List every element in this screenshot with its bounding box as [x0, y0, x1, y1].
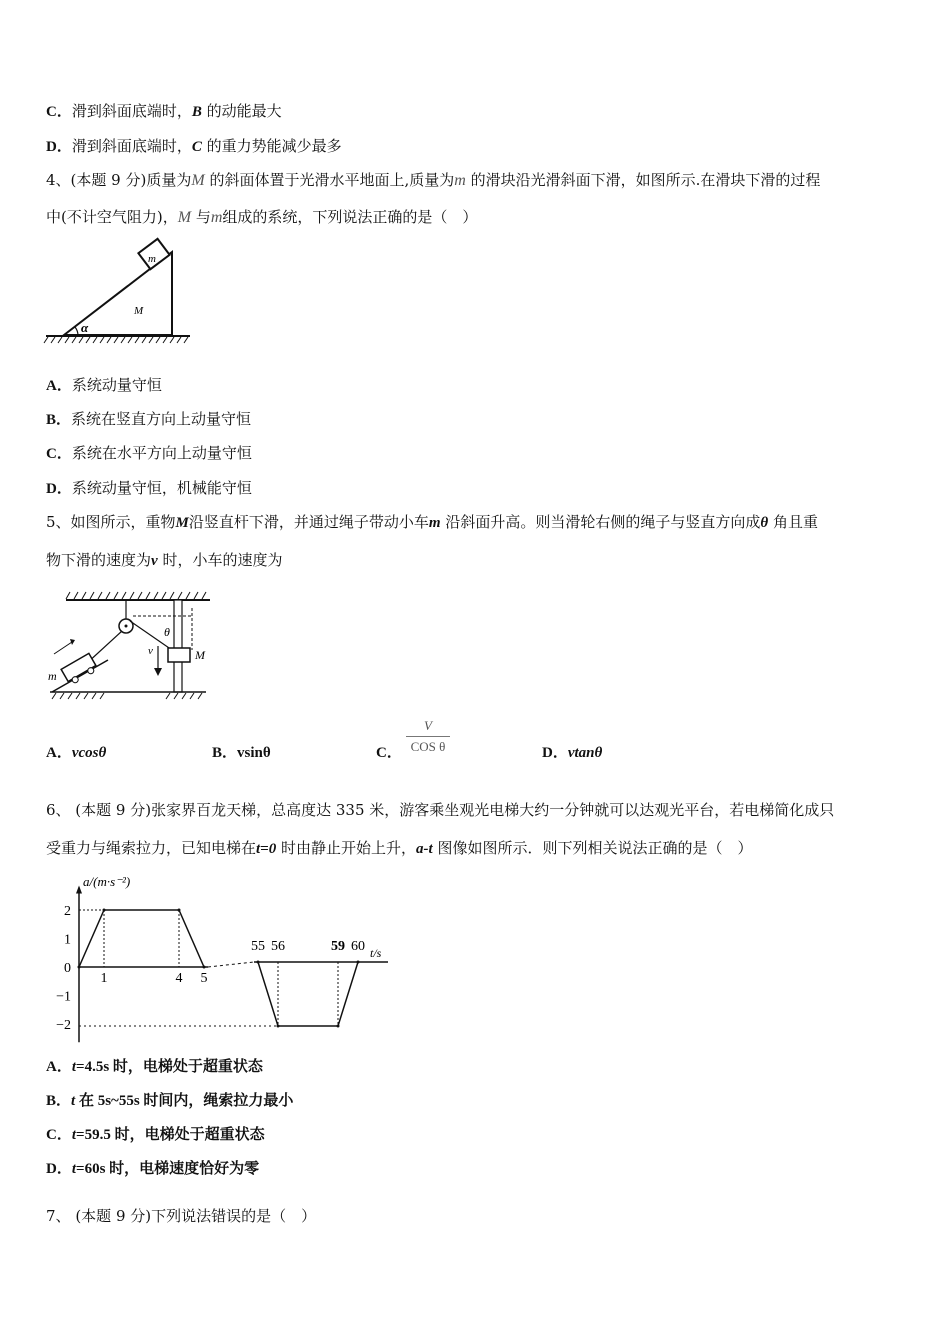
q5-stem-line2: 物下滑的速度为v 时，小车的速度为	[46, 551, 283, 569]
angle-alpha-label: α	[81, 320, 89, 335]
x-tick-label: 1	[100, 971, 108, 986]
q5-option-c-fraction: V COS θ	[406, 718, 450, 755]
weight-M-label: M	[195, 648, 205, 662]
q3-option-c: C．滑到斜面底端时，B 的动能最大	[46, 102, 282, 120]
q5-stem-line1: 5、如图所示，重物M沿竖直杆下滑，并通过绳子带动小车m 沿斜面升高。则当滑轮右侧的绳子与竖直方向成θ 角且重	[46, 513, 818, 531]
data-point	[257, 961, 260, 964]
y-tick-label: −1	[56, 989, 71, 1005]
ground-hatch	[44, 337, 188, 343]
cart-arrowhead	[70, 639, 75, 645]
q3-option-d: D．滑到斜面底端时，C 的重力势能减少最多	[46, 137, 342, 155]
q4-option-d: D．系统动量守恒，机械能守恒	[46, 479, 252, 497]
series-segment	[258, 962, 278, 1026]
q6-option-d: D．t=60s 时，电梯速度恰好为零	[46, 1161, 260, 1177]
block-m-label: m	[148, 253, 156, 265]
data-point	[357, 961, 360, 964]
cart-arrow	[54, 642, 72, 654]
y-tick-label: 1	[64, 932, 71, 948]
pulley-axle	[125, 625, 128, 628]
q6-option-a: A．t=4.5s 时，电梯处于超重状态	[46, 1059, 263, 1075]
q4-stem-line2: 中(不计空气阻力)，M 与m组成的系统，下列说法正确的是（ ）	[46, 208, 478, 226]
q6-stem-line1: 6、 (本题 9 分)张家界百龙天梯，总高度达 335 米，游客乘坐观光电梯大约一分钟就可以达观光平台，若电梯简化成只	[46, 801, 835, 819]
x-axis-break	[208, 962, 254, 967]
series-segment	[179, 910, 204, 967]
x-tick-label: 59	[331, 939, 345, 954]
q6-stem-line2: 受重力与绳索拉力，已知电梯在t=0 时由静止开始上升，a-t 图像如图所示．则下列相关说法正确的是（ ）	[46, 839, 753, 857]
x-axis-label: t/s	[370, 946, 382, 960]
x-tick-label: 60	[351, 939, 365, 954]
x-tick-label: 4	[175, 971, 183, 986]
y-axis-arrowhead	[76, 886, 82, 894]
floor-hatch	[52, 693, 202, 699]
q6-option-c: C．t=59.5 时，电梯处于超重状态	[46, 1127, 265, 1143]
y-tick-label: 0	[64, 961, 71, 976]
theta-label: θ	[164, 625, 170, 639]
x-tick-label: 55	[251, 939, 265, 954]
q5-option-d: D．vtanθ	[542, 745, 603, 761]
q4-option-b: B．系统在竖直方向上动量守恒	[46, 410, 252, 428]
q4-option-a: A．系统动量守恒	[46, 376, 162, 394]
q4-option-c: C．系统在水平方向上动量守恒	[46, 444, 252, 462]
data-point	[203, 966, 206, 969]
angle-arc	[75, 327, 78, 335]
q6-option-b: B．t 在 5s~55s 时间内，绳索拉力最小	[46, 1093, 294, 1109]
velocity-v-label: v	[148, 645, 153, 657]
incline-M-label: M	[134, 305, 144, 317]
vertical-rod	[174, 600, 182, 692]
q5-option-a: A．vcosθ	[46, 745, 107, 761]
y-axis-label: a/(m·s⁻²)	[83, 874, 131, 889]
q5-pulley-figure	[44, 588, 214, 703]
q4-incline-figure	[44, 238, 194, 346]
x-tick-label: 56	[271, 939, 285, 954]
y-tick-label: 2	[64, 904, 71, 919]
q5-option-c: C．	[376, 745, 402, 761]
ceiling-hatch	[66, 592, 206, 599]
series-segment	[338, 962, 358, 1026]
q5-option-b: B．vsinθ	[212, 745, 271, 761]
cart-m-label: m	[48, 669, 57, 683]
series-segment	[79, 910, 104, 967]
q6-at-chart	[44, 870, 414, 1040]
y-tick-label: −2	[56, 1018, 71, 1033]
velocity-arrowhead	[154, 668, 162, 676]
data-point	[78, 966, 81, 969]
q7-stem: 7、 (本题 9 分)下列说法错误的是（ ）	[46, 1207, 317, 1225]
x-tick-label: 5	[200, 971, 208, 986]
weight-block-M	[168, 648, 190, 662]
q4-stem-line1: 4、(本题 9 分)质量为M 的斜面体置于光滑水平地面上,质量为m 的滑块沿光滑斜面下滑，如图所示.在滑块下滑的过程	[46, 171, 821, 189]
